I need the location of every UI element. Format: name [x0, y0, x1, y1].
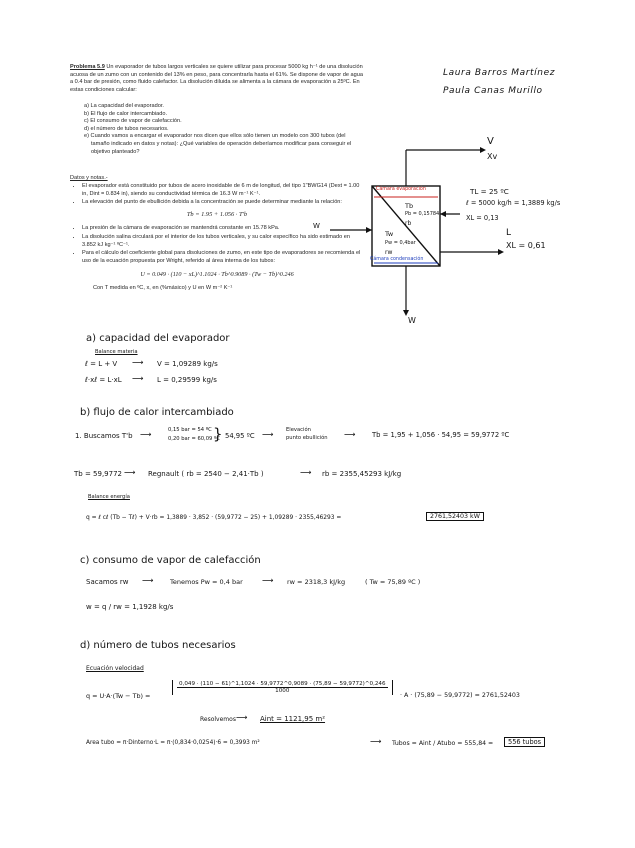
- section-b-title: b) flujo de calor intercambiado: [80, 407, 234, 418]
- pb-label: Pb = 0,15784: [405, 211, 440, 217]
- tw-label: Tw: [385, 230, 394, 238]
- condensation-chamber-label: Cámara condensación: [370, 257, 424, 262]
- problem-item: c) El consumo de vapor de calefacción.: [84, 118, 182, 125]
- notes-heading: Datos y notas.-: [70, 175, 108, 181]
- concentrate-arrow-icon: [498, 249, 504, 255]
- regnault-input: Tb = 59,9772: [74, 470, 122, 478]
- step-find-tb: 1. Buscamos T'b: [75, 432, 133, 440]
- tube-area: Area tubo = π·Dinterno·L = π·(0,834·0,0254)·6 = 0,3993 m²: [86, 740, 260, 746]
- vapor-label: V: [487, 136, 494, 147]
- feed-flow-label: ℓ = 5000 kg/h = 1,3889 kg/s: [466, 199, 561, 207]
- mass-balance-right-1: V = 1,09289 kg/s: [157, 360, 218, 368]
- interpolated-tb: 54,95 ºC: [225, 432, 255, 440]
- feed-x-label: XL = 0,13: [466, 214, 499, 222]
- rw-label: rw: [385, 249, 393, 256]
- tb-label: Tb: [405, 202, 414, 210]
- problem-title: Problema 5.9: [70, 64, 105, 70]
- mass-balance-left-2: ℓ·xℓ = L·xL: [85, 376, 122, 384]
- feed-arrow-icon: [440, 211, 446, 217]
- steam-pressure-label: Tenemos Pw = 0,4 bar: [170, 578, 243, 586]
- mass-balance-left-1: ℓ = L + V: [85, 360, 118, 368]
- section-d-title: d) número de tubos necesarios: [80, 640, 236, 651]
- elevation-label-2: punto ebullición: [286, 435, 328, 441]
- arrow-icon: ⟶: [262, 430, 274, 439]
- concentrate-label: L: [506, 228, 512, 238]
- tb-result: Tb = 1,95 + 1,056 · 54,95 = 59,9772 ºC: [372, 431, 510, 439]
- regnault-formula: Regnault ( rb = 2540 − 2,41·Tb ): [148, 470, 264, 478]
- note-item: • La presión de la cámara de evaporación se mantendrá constante en 15.78 kPa.: [82, 225, 361, 233]
- velocity-equation-tail: · A · (75,89 − 59,9772) = 2761,52403: [400, 692, 520, 699]
- arrow-icon: ⟶: [132, 358, 144, 367]
- note-item: • La elevación del punto de ebullición debida a la concentración se puede determinar mediante la relación:: [82, 199, 361, 207]
- mass-balance-right-2: L = 0,29599 kg/s: [157, 376, 217, 384]
- bracket: [172, 680, 393, 695]
- note-item: • El evaporador está constituido por tubos de acero inoxidable de 6 m de longitud, del tipo 1"BWG14 (Dext = 1.00 in, Dint = 0.834 in), siendo su conductividad térmica de 16.3 W m⁻¹ K⁻¹.: [82, 183, 361, 198]
- energy-balance-label: Balance energía: [88, 494, 130, 500]
- arrow-icon: ⟶: [300, 468, 312, 477]
- tw-result: ( Tw = 75,89 ºC ): [365, 578, 421, 586]
- problem-item: b) El flujo de calor intercambiado.: [84, 110, 168, 117]
- resolve-label: Resolvemos: [200, 716, 236, 723]
- section-a-title: a) capacidad del evaporador: [86, 333, 230, 344]
- rw-result: rw = 2318,3 kJ/kg: [287, 578, 346, 586]
- section-c-title: c) consumo de vapor de calefacción: [80, 555, 261, 566]
- rb-label: rb: [405, 220, 412, 227]
- find-rw-label: Sacamos rw: [86, 578, 129, 586]
- steam-label: W: [313, 222, 320, 230]
- heat-flow-equation: q = ℓ cℓ (Tb − Tℓ) + V·rb = 1,3889 · 3,852 · (59,9772 − 25) + 1,09289 · 2355,46293 =: [86, 515, 342, 521]
- vapor-x-label: Xv: [487, 152, 498, 161]
- saturation-value-2: 0,20 bar = 60,09 ºC: [168, 436, 221, 442]
- problem-item: e) Cuando vamos a encargar el evaporador nos dicen que ellos sólo tienen un modelo con 300 tubos (del tamaño indicado en datos y notas): ¿Qué variables de operación deberíamos modificar para conseguir el objetivo planteado?: [84, 133, 352, 155]
- arrow-icon: ⟶: [236, 713, 248, 722]
- section-a-subtitle: Balance materia: [95, 349, 138, 355]
- author-name-2: Paula Canas Murillo: [443, 86, 543, 96]
- regnault-result: rb = 2355,45293 kJ/kg: [322, 470, 402, 478]
- feed-temperature-label: TL = 25 ºC: [470, 187, 509, 196]
- evaporation-chamber-label: Cámara evaporación: [376, 187, 426, 192]
- equation-boiling-point: Tb = 1.95 + 1.056 · T'b: [186, 210, 248, 218]
- steam-arrow-icon: [366, 227, 372, 233]
- vapor-arrow-icon: [480, 147, 486, 153]
- arrow-icon: ⟶: [132, 374, 144, 383]
- pw-label: Pw = 0,4bar: [385, 240, 416, 246]
- arrow-icon: ⟶: [370, 737, 382, 746]
- tube-count: Tubos = Aint / Atubo = 555,84 ≃: [392, 740, 494, 747]
- problem-intro: Un evaporador de tubos largos verticales se quiere utilizar para procesar 5000 kg h⁻¹ de una disolución acuosa de un zumo con un contenido del 13% en peso, para concentrarla hasta el 61%. Se dispone de vapor de agua a 0.4 bar de presión, como fluido calefactor. La disolución diluida se alimenta a la cámara de evaporación a 25ºC. En estas condiciones calcular:: [70, 64, 363, 93]
- internal-area-result: Aint = 1121,95 m²: [260, 715, 326, 723]
- evaporator-diagram: [300, 130, 630, 330]
- concentrate-x-label: XL = 0,61: [506, 241, 546, 250]
- note-item: • La disolución salina circulará por el interior de los tubos verticales, y su calor específico ha sido estimado en 3.852 kJ kg⁻¹ ºC⁻¹.: [82, 234, 361, 249]
- velocity-equation-lhs: q = U·A·(Tw − Tb) =: [86, 692, 151, 700]
- heat-flow-result: 2761,52403 kW: [426, 512, 484, 521]
- arrow-icon: ⟶: [344, 430, 356, 439]
- equation-wright: U = 0.049 · (110 − xL)^1.1024 · Tb^0.9089 · (Tw − Tb)^0.246: [140, 271, 294, 279]
- tube-count-result: 556 tubos: [504, 737, 545, 747]
- steam-consumption: w = q / rw = 1,1928 kg/s: [86, 603, 174, 611]
- saturation-value-1: 0,15 bar = 54 ºC: [168, 427, 212, 433]
- problem-item: a) La capacidad del evaporador.: [84, 103, 164, 109]
- velocity-equation-fraction: [172, 680, 393, 695]
- brace-icon: }: [213, 425, 223, 443]
- problem-item: d) el número de tubos necesarios.: [84, 125, 169, 132]
- fraction: [177, 681, 388, 694]
- arrow-icon: ⟶: [140, 430, 152, 439]
- fraction-denominator: 1000: [275, 688, 290, 694]
- notes-tail: Con T medida en ºC, x, en (%másico) y U en W m⁻² K⁻¹: [93, 284, 233, 291]
- arrow-icon: ⟶: [142, 576, 154, 585]
- elevation-label-1: Elevación: [286, 427, 311, 433]
- author-name-1: Laura Barros Martínez: [443, 68, 556, 78]
- condensate-label: W: [408, 316, 416, 325]
- arrow-icon: ⟶: [124, 468, 136, 477]
- velocity-equation-label: Ecuación velocidad: [86, 665, 144, 672]
- fraction-numerator: 0,049 · (110 − 61)^1,1024 · 59,9772^0,9089 · (75,89 − 59,9772)^0,246: [179, 681, 386, 687]
- note-item: • Para el cálculo del coeficiente global para disoluciones de zumo, en este tipo de evaporadores se recomienda el uso de la ecuación propuesta por Wright, referido al área interna de los tubos:: [82, 250, 361, 265]
- problem-statement: [70, 64, 363, 94]
- arrow-icon: ⟶: [262, 576, 274, 585]
